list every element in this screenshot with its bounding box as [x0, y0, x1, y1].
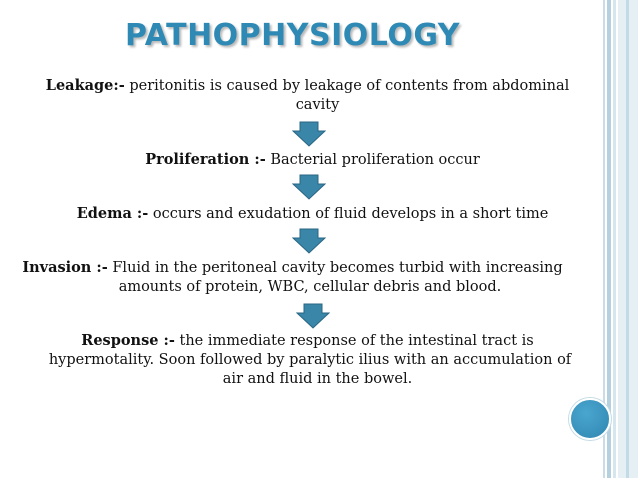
- step-line: [0, 331, 585, 351]
- decorative-stripe: [607, 0, 611, 478]
- step-text: cavity: [295, 97, 340, 113]
- step-term: Edema :-: [76, 205, 149, 222]
- down-arrow-icon: [296, 303, 330, 329]
- step-line: [0, 76, 585, 96]
- step-line: [40, 204, 585, 224]
- decorative-stripe: [613, 0, 616, 478]
- step-text: air and fluid in the bowel.: [222, 371, 413, 387]
- step-text: the immediate response of the intestinal tract is: [174, 333, 534, 349]
- step-text: peritonitis is caused by leakage of contents from abdominal: [124, 78, 570, 94]
- step-line: [0, 258, 585, 278]
- step-invasion: [0, 258, 585, 297]
- step-text: amounts of protein, WBC, cellular debris and blood.: [118, 279, 502, 295]
- step-term: Proliferation :-: [145, 151, 266, 168]
- slide-title: PATHOPHYSIOLOGY: [124, 18, 461, 53]
- decorative-stripe: [626, 0, 629, 478]
- step-text: Fluid in the peritoneal cavity becomes turbid with increasing: [107, 260, 563, 276]
- down-arrow-icon: [292, 174, 326, 200]
- down-arrow-icon: [292, 228, 326, 254]
- step-term: Response :-: [81, 332, 175, 349]
- decorative-circle: [569, 398, 611, 440]
- down-arrow-icon: [292, 121, 326, 147]
- step-term: Leakage:-: [45, 77, 125, 94]
- step-proliferation: [0, 150, 585, 170]
- step-response: [0, 331, 585, 389]
- step-line: [40, 150, 585, 170]
- step-text: Bacterial proliferation occur: [265, 152, 480, 168]
- step-leakage: [0, 76, 585, 115]
- step-text: occurs and exudation of fluid develops in a short time: [148, 206, 549, 222]
- step-edema: [0, 204, 585, 224]
- step-text: hypermotality. Soon followed by paralytic ilius with an accumulation of: [48, 352, 572, 368]
- step-term: Invasion :-: [22, 259, 108, 276]
